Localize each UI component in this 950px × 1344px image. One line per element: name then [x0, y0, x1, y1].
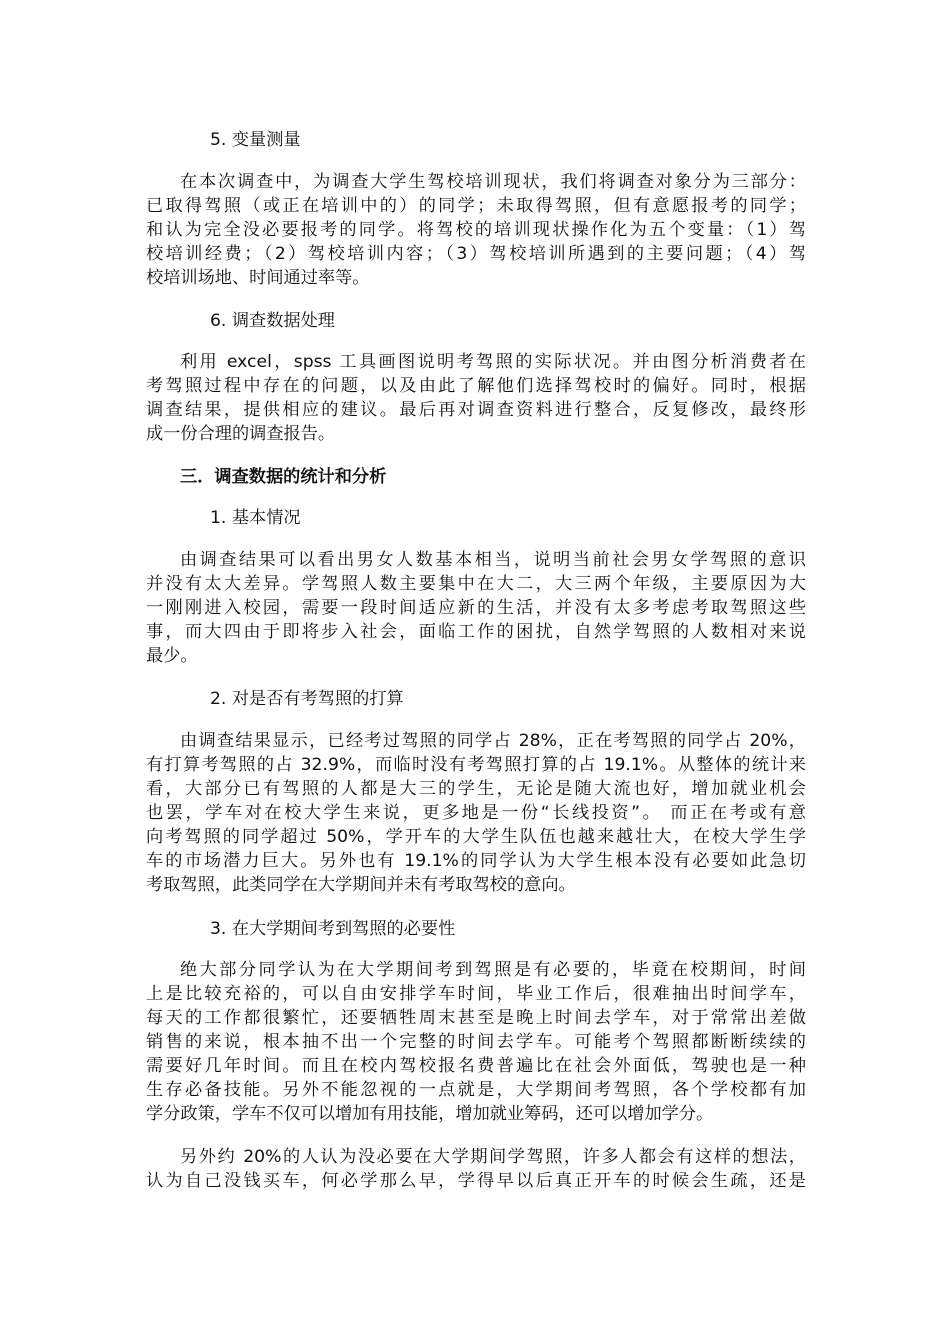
section-heading-2: 2. 对是否有考驾照的打算 [210, 689, 404, 709]
paragraph-5-line-4: 校培训经费；（2）驾校培训内容；（3）驾校培训所遇到的主要问题；（4）驾 [146, 244, 806, 264]
paragraph-1-line-5: 最少。 [146, 646, 198, 666]
paragraph-6-line-3: 调查结果，提供相应的建议。最后再对调查资料进行整合，反复修改，最终形 [146, 400, 806, 420]
paragraph-2-line-3: 看，大部分已有驾照的人都是大三的学生，无论是随大流也好，增加就业机会 [146, 779, 806, 799]
paragraph-1-line-2: 并没有太大差异。学驾照人数主要集中在大二，大三两个年级，主要原因为大 [146, 574, 806, 594]
section-heading-3: 3. 在大学期间考到驾照的必要性 [210, 919, 456, 939]
paragraph-2-line-6: 车的市场潜力巨大。另外也有 19.1%的同学认为大学生根本没有必要如此急切 [146, 851, 806, 871]
paragraph-1-line-3: 一刚刚进入校园，需要一段时间适应新的生活，并没有太多考虑考取驾照这些 [146, 598, 806, 618]
section-heading-1: 1. 基本情况 [210, 508, 301, 528]
paragraph-6-line-4: 成一份合理的调查报告。 [146, 424, 336, 444]
paragraph-6-line-2: 考驾照过程中存在的问题，以及由此了解他们选择驾校时的偏好。同时，根据 [146, 376, 806, 396]
paragraph-3-line-4: 销售的来说，根本抽不出一个完整的时间去学车。可能考个驾照都断断续续的 [146, 1032, 806, 1052]
section-heading-5: 5. 变量测量 [210, 130, 301, 150]
paragraph-5-line-3: 和认为完全没必要报考的同学。将驾校的培训现状操作化为五个变量：（1）驾 [146, 220, 806, 240]
paragraph-2-line-4: 也罢，学车对在校大学生来说，更多地是一份“长线投资”。 而正在考或有意 [146, 803, 806, 823]
paragraph-5-line-1: 在本次调查中，为调查大学生驾校培训现状，我们将调查对象分为三部分： [180, 172, 806, 192]
paragraph-2-line-5: 向考驾照的同学超过 50%，学开车的大学生队伍也越来越壮大，在校大学生学 [146, 827, 806, 847]
paragraph-2-line-7: 考取驾照，此类同学在大学期间并未有考取驾校的意向。 [146, 875, 576, 895]
chapter-heading-3: 三．调查数据的统计和分析 [180, 467, 387, 487]
paragraph-3-line-1: 绝大部分同学认为在大学期间考到驾照是有必要的，毕竟在校期间，时间 [180, 960, 806, 980]
paragraph-3-line-2: 上是比较充裕的，可以自由安排学车时间，毕业工作后，很难抽出时间学车， [146, 984, 806, 1004]
paragraph-1-line-1: 由调查结果可以看出男女人数基本相当，说明当前社会男女学驾照的意识 [180, 550, 806, 570]
paragraph-3-line-3: 每天的工作都很繁忙，还要牺牲周末甚至是晚上时间去学车，对于常常出差做 [146, 1008, 806, 1028]
paragraph-5-line-2: 已取得驾照（或正在培训中的）的同学；未取得驾照，但有意愿报考的同学； [146, 196, 806, 216]
section-heading-6: 6. 调查数据处理 [210, 311, 335, 331]
paragraph-4-line-2: 认为自己没钱买车，何必学那么早，学得早以后真正开车的时候会生疏，还是 [146, 1171, 806, 1191]
paragraph-3-line-5: 需要好几年时间。而且在校内驾校报名费普遍比在社会外面低，驾驶也是一种 [146, 1056, 806, 1076]
paragraph-2-line-2: 有打算考驾照的占 32.9%，而临时没有考驾照打算的占 19.1%。从整体的统计来 [146, 755, 806, 775]
paragraph-5-line-5: 校培训场地、时间通过率等。 [146, 268, 370, 288]
paragraph-2-line-1: 由调查结果显示，已经考过驾照的同学占 28%，正在考驾照的同学占 20%， [180, 731, 806, 751]
paragraph-1-line-4: 事，而大四由于即将步入社会，面临工作的困扰，自然学驾照的人数相对来说 [146, 622, 806, 642]
paragraph-3-line-6: 生存必备技能。另外不能忽视的一点就是，大学期间考驾照，各个学校都有加 [146, 1080, 806, 1100]
paragraph-3-line-7: 学分政策，学车不仅可以增加有用技能，增加就业筹码，还可以增加学分。 [146, 1104, 714, 1124]
paragraph-4-line-1: 另外约 20%的人认为没必要在大学期间学驾照，许多人都会有这样的想法， [180, 1147, 806, 1167]
paragraph-6-line-1: 利用 excel，spss 工具画图说明考驾照的实际状况。并由图分析消费者在 [180, 352, 806, 372]
